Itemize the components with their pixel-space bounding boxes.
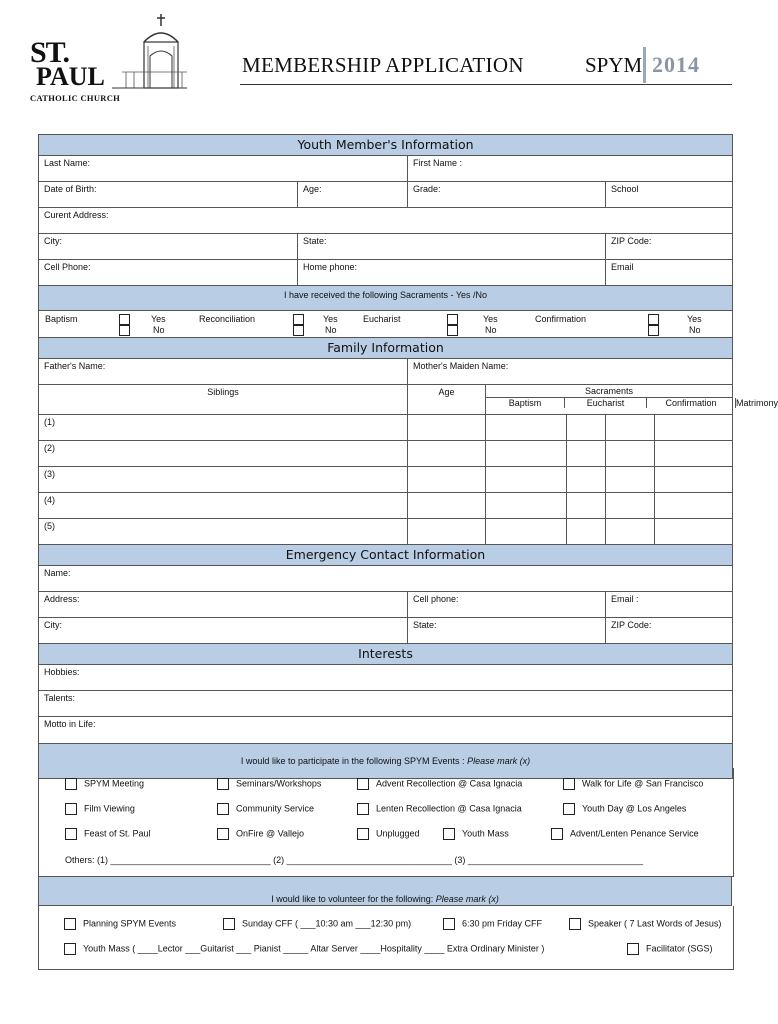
event-lenten-recollection[interactable]	[357, 803, 522, 815]
sibling-age-cell[interactable]	[408, 441, 486, 467]
vol-label: 6:30 pm Friday CFF	[462, 918, 543, 929]
sibling-eucharist-cell[interactable]	[567, 493, 606, 519]
checkbox[interactable]	[627, 943, 639, 955]
org-name: SPYM	[585, 53, 643, 77]
last-name-field[interactable]: Last Name:	[39, 156, 408, 182]
checkbox[interactable]	[357, 803, 369, 815]
sibling-confirmation-cell[interactable]	[606, 415, 655, 441]
sibling-eucharist-cell[interactable]	[567, 441, 606, 467]
col-eucharist: Eucharist	[565, 398, 647, 408]
vol-facilitator[interactable]	[627, 943, 713, 955]
event-youth-mass[interactable]	[443, 828, 509, 840]
event-label: Youth Mass	[462, 828, 509, 839]
hobbies-field[interactable]: Hobbies:	[39, 665, 733, 691]
sacrament-reconciliation: Reconciliation	[199, 314, 256, 324]
talents-field[interactable]: Talents:	[39, 691, 733, 717]
dob-field[interactable]: Date of Birth:	[39, 182, 298, 208]
school-field[interactable]: School	[606, 182, 733, 208]
sibling-age-cell[interactable]	[408, 467, 486, 493]
vol-label: Youth Mass ( ____Lector ___Guitarist ___ Pianist _____ Altar Server ____Hospitality ____ Extra Ordinary Minister )	[83, 943, 545, 954]
vol-label: Facilitator (SGS)	[646, 943, 713, 954]
checkbox[interactable]	[569, 918, 581, 930]
reconciliation-yes-checkbox[interactable]	[293, 314, 304, 325]
col-baptism: Baptism	[486, 398, 565, 408]
event-penance-service[interactable]	[551, 828, 699, 840]
sibling-confirmation-cell[interactable]	[606, 441, 655, 467]
volunteer-heading-mark: Please mark (x)	[435, 894, 499, 904]
eucharist-yes-checkbox[interactable]	[447, 314, 458, 325]
checkbox[interactable]	[65, 803, 77, 815]
sibling-age-header: Age	[408, 385, 486, 415]
zip-field[interactable]: ZIP Code:	[606, 234, 733, 260]
no-label: No	[325, 325, 337, 335]
event-unplugged[interactable]	[357, 828, 420, 840]
volunteer-heading	[38, 876, 732, 906]
logo-church: CATHOLIC CHURCH	[30, 93, 121, 103]
yes-label: Yes	[483, 314, 498, 324]
checkbox[interactable]	[64, 943, 76, 955]
baptism-yes-checkbox[interactable]	[119, 314, 130, 325]
event-youth-day[interactable]	[563, 803, 686, 815]
emergency-email-field[interactable]: Email :	[606, 592, 733, 618]
no-label: No	[153, 325, 165, 335]
mother-name-field[interactable]: Mother's Maiden Name:	[408, 359, 733, 385]
emergency-cell-field[interactable]: Cell phone:	[408, 592, 606, 618]
city-field[interactable]: City:	[39, 234, 298, 260]
sibling-row-2[interactable]: (2)	[39, 441, 408, 467]
sibling-baptism-cell[interactable]	[486, 467, 567, 493]
checkbox[interactable]	[443, 828, 455, 840]
event-onfire[interactable]	[217, 828, 304, 840]
checkbox[interactable]	[217, 778, 229, 790]
father-name-field[interactable]: Father's Name:	[39, 359, 408, 385]
motto-field[interactable]: Motto in Life:	[39, 717, 733, 744]
church-building-icon	[102, 12, 187, 92]
year-divider	[643, 47, 646, 83]
vol-planning-events[interactable]	[64, 918, 176, 930]
checkbox[interactable]	[443, 918, 455, 930]
checkbox[interactable]	[217, 803, 229, 815]
event-advent-recollection[interactable]	[357, 778, 522, 790]
checkbox[interactable]	[563, 803, 575, 815]
sibling-age-cell[interactable]	[408, 415, 486, 441]
confirmation-yes-checkbox[interactable]	[648, 314, 659, 325]
event-label: Advent/Lenten Penance Service	[570, 828, 699, 839]
sibling-confirmation-cell[interactable]	[606, 493, 655, 519]
vol-friday-cff[interactable]	[443, 918, 542, 930]
interests-heading: Interests	[39, 644, 733, 665]
sacrament-eucharist: Eucharist	[363, 314, 401, 324]
sibling-row-1[interactable]: (1)	[39, 415, 408, 441]
application-form	[38, 134, 778, 779]
page-title: MEMBERSHIP APPLICATION	[242, 53, 524, 77]
emergency-heading: Emergency Contact Information	[39, 545, 733, 566]
sacraments-heading: I have received the following Sacraments - Yes /No	[39, 286, 733, 311]
address-field[interactable]: Curent Address:	[39, 208, 733, 234]
sibling-matrimony-cell[interactable]	[655, 493, 733, 519]
event-label: Feast of St. Paul	[84, 828, 151, 839]
sibling-eucharist-cell[interactable]	[567, 519, 606, 545]
event-label: Film Viewing	[84, 803, 135, 814]
checkbox[interactable]	[65, 778, 77, 790]
first-name-field[interactable]: First Name :	[408, 156, 733, 182]
yes-label: Yes	[323, 314, 338, 324]
logo-paul: PAUL	[36, 62, 105, 91]
event-label: Walk for Life @ San Francisco	[582, 778, 704, 789]
checkbox[interactable]	[357, 828, 369, 840]
emergency-name-field[interactable]: Name:	[39, 566, 733, 592]
checkbox[interactable]	[217, 828, 229, 840]
events-others-field[interactable]: Others: (1) ________________________________ (2) _________________________________ (3) ___________________________________	[65, 855, 644, 865]
sibling-baptism-cell[interactable]	[486, 519, 567, 545]
sibling-row-3[interactable]: (3)	[39, 467, 408, 493]
vol-sunday-cff[interactable]	[223, 918, 411, 930]
event-feast-st-paul[interactable]	[65, 828, 151, 840]
home-phone-field[interactable]: Home phone:	[298, 260, 606, 286]
sibling-baptism-cell[interactable]	[486, 415, 567, 441]
event-seminars[interactable]	[217, 778, 321, 790]
sibling-eucharist-cell[interactable]	[567, 467, 606, 493]
confirmation-no-checkbox[interactable]	[648, 325, 659, 336]
age-field[interactable]: Age:	[298, 182, 408, 208]
volunteer-heading-text: I would like to volunteer for the following:	[271, 894, 434, 904]
vol-label: Sunday CFF ( ___10:30 am ___12:30 pm)	[242, 918, 412, 929]
checkbox[interactable]	[551, 828, 563, 840]
event-film-viewing[interactable]	[65, 803, 135, 815]
sibling-matrimony-cell[interactable]	[655, 441, 733, 467]
sibling-confirmation-cell[interactable]	[606, 467, 655, 493]
event-spym-meeting[interactable]	[65, 778, 144, 790]
no-label: No	[689, 325, 701, 335]
sibling-age-cell[interactable]	[408, 519, 486, 545]
sibling-row-5[interactable]: (5)	[39, 519, 408, 545]
emergency-address-field[interactable]: Address:	[39, 592, 408, 618]
event-label: Unplugged	[376, 828, 420, 839]
event-label: Youth Day @ Los Angeles	[582, 803, 687, 814]
header-rule	[240, 84, 732, 85]
siblings-header: Siblings	[39, 385, 408, 415]
emergency-zip-field[interactable]: ZIP Code:	[606, 618, 733, 644]
sibling-matrimony-cell[interactable]	[655, 415, 733, 441]
yes-label: Yes	[151, 314, 166, 324]
event-label: Advent Recollection @ Casa Ignacia	[376, 778, 523, 789]
event-label: SPYM Meeting	[84, 778, 145, 789]
checkbox[interactable]	[357, 778, 369, 790]
reconciliation-no-checkbox[interactable]	[293, 325, 304, 336]
emergency-state-field[interactable]: State:	[408, 618, 606, 644]
col-confirmation: Confirmation	[647, 398, 736, 408]
vol-speaker[interactable]	[569, 918, 721, 930]
family-heading: Family Information	[39, 338, 733, 359]
sacraments-label: Sacraments	[486, 385, 732, 398]
sibling-age-cell[interactable]	[408, 493, 486, 519]
eucharist-no-checkbox[interactable]	[447, 325, 458, 336]
checkbox[interactable]	[65, 828, 77, 840]
logo-st: ST.	[30, 36, 69, 69]
no-label: No	[485, 325, 497, 335]
sibling-matrimony-cell[interactable]	[655, 467, 733, 493]
volunteer-section	[38, 906, 734, 970]
events-heading-text: I would like to participate in the following SPYM Events :	[240, 756, 465, 766]
events-heading-mark: Please mark (x)	[467, 756, 531, 766]
event-label: Seminars/Workshops	[236, 778, 322, 789]
checkbox[interactable]	[223, 918, 235, 930]
event-community-service[interactable]	[217, 803, 314, 815]
sibling-baptism-cell[interactable]	[486, 493, 567, 519]
sibling-matrimony-cell[interactable]	[655, 519, 733, 545]
yes-label: Yes	[687, 314, 702, 324]
baptism-no-checkbox[interactable]	[119, 325, 130, 336]
email-field[interactable]: Email	[606, 260, 733, 286]
cell-phone-field[interactable]: Cell Phone:	[39, 260, 298, 286]
vol-label: Planning SPYM Events	[83, 918, 177, 929]
sacrament-baptism: Baptism	[45, 314, 78, 324]
vol-youth-mass[interactable]	[64, 943, 544, 955]
event-walk-for-life[interactable]	[563, 778, 703, 790]
year: 2014	[652, 52, 700, 77]
church-logo	[30, 12, 160, 103]
sibling-confirmation-cell[interactable]	[606, 519, 655, 545]
event-label: Lenten Recollection @ Casa Ignacia	[376, 803, 522, 814]
state-field[interactable]: State:	[298, 234, 606, 260]
event-label: OnFire @ Vallejo	[236, 828, 304, 839]
youth-heading: Youth Member's Information	[39, 135, 733, 156]
checkbox[interactable]	[64, 918, 76, 930]
checkbox[interactable]	[563, 778, 575, 790]
event-label: Community Service	[236, 803, 315, 814]
emergency-city-field[interactable]: City:	[39, 618, 408, 644]
sacrament-confirmation: Confirmation	[535, 314, 587, 324]
sibling-baptism-cell[interactable]	[486, 441, 567, 467]
sibling-sacraments-header: Sacraments Baptism Eucharist Confirmation Matrimony	[486, 385, 733, 415]
sibling-row-4[interactable]: (4)	[39, 493, 408, 519]
sibling-eucharist-cell[interactable]	[567, 415, 606, 441]
grade-field[interactable]: Grade:	[408, 182, 606, 208]
sacraments-row	[39, 311, 733, 338]
events-section	[38, 768, 734, 877]
vol-label: Speaker ( 7 Last Words of Jesus)	[588, 918, 722, 929]
